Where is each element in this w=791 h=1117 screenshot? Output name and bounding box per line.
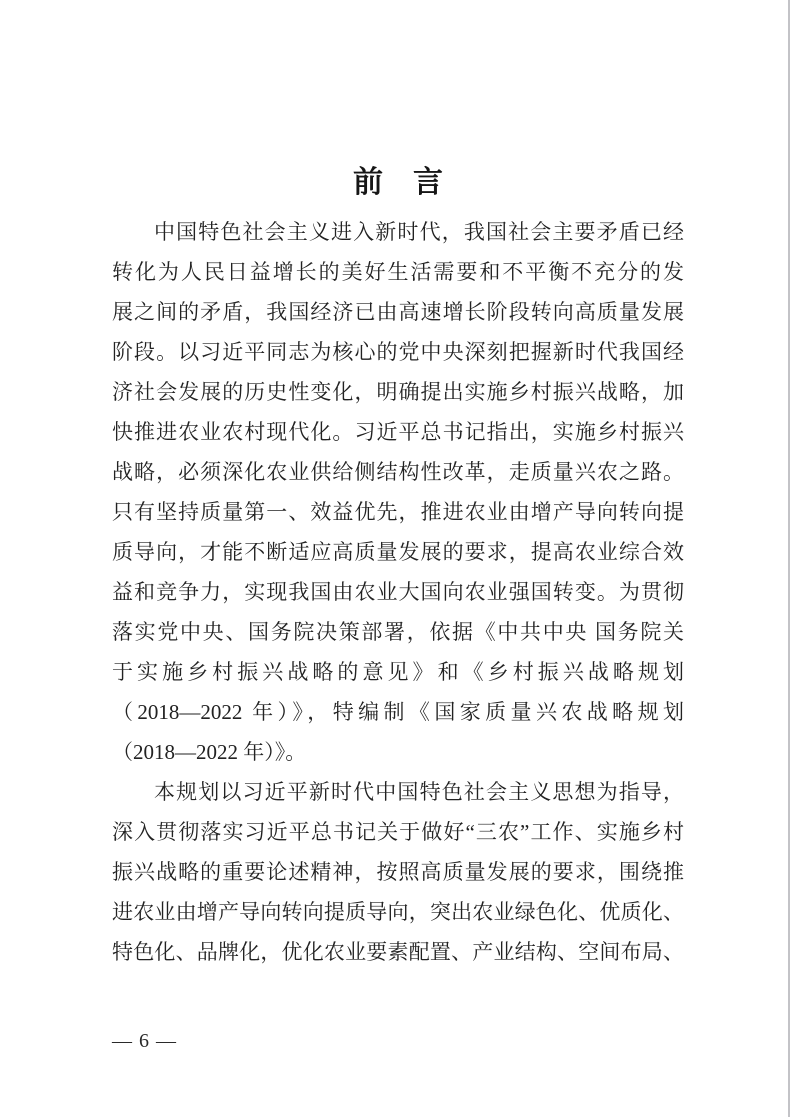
text-line: 振兴战略的重要论述精神，按照高质量发展的要求，围绕推 [112, 860, 684, 884]
paragraph-2 [112, 772, 684, 972]
text-line: 战略，必须深化农业供给侧结构性改革，走质量兴农之路。 [112, 460, 684, 484]
text-line: 济社会发展的历史性变化，明确提出实施乡村振兴战略，加 [112, 380, 684, 404]
page-number: — 6 — [112, 1030, 177, 1052]
text-line: 益和竞争力，实现我国由农业大国向农业强国转变。为贯彻 [112, 580, 684, 604]
text-line: 快推进农业农村现代化。习近平总书记指出，实施乡村振兴 [112, 420, 684, 444]
text-line: 落实党中央、国务院决策部署，依据《中共中央 国务院关 [112, 620, 684, 644]
document-body [112, 212, 684, 972]
text-line: 深入贯彻落实习近平总书记关于做好“三农”工作、实施乡村 [112, 820, 684, 844]
text-line: 于实施乡村振兴战略的意见》和《乡村振兴战略规划 [112, 660, 684, 684]
text-line: 阶段。以习近平同志为核心的党中央深刻把握新时代我国经 [112, 340, 684, 364]
text-line: 只有坚持质量第一、效益优先，推进农业由增产导向转向提 [112, 500, 684, 524]
text-line: 特色化、品牌化，优化农业要素配置、产业结构、空间布局、 [112, 940, 684, 964]
text-line: 质导向，才能不断适应高质量发展的要求，提高农业综合效 [112, 540, 684, 564]
text-line: （2018—2022 年）》，特编制《国家质量兴农战略规划 [112, 700, 684, 724]
page-edge-shadow [788, 0, 790, 1117]
page-title: 前 言 [353, 166, 443, 199]
text-line: 转化为人民日益增长的美好生活需要和不平衡不充分的发 [112, 260, 684, 284]
text-line: 中国特色社会主义进入新时代，我国社会主要矛盾已经 [154, 220, 684, 244]
text-line: 进农业由增产导向转向提质导向，突出农业绿色化、优质化、 [112, 900, 684, 924]
text-line: （2018—2022 年）》。 [112, 740, 307, 764]
paragraph-1 [112, 212, 684, 772]
text-line: 本规划以习近平新时代中国特色社会主义思想为指导， [154, 780, 684, 804]
text-line: 展之间的矛盾，我国经济已由高速增长阶段转向高质量发展 [112, 300, 684, 324]
